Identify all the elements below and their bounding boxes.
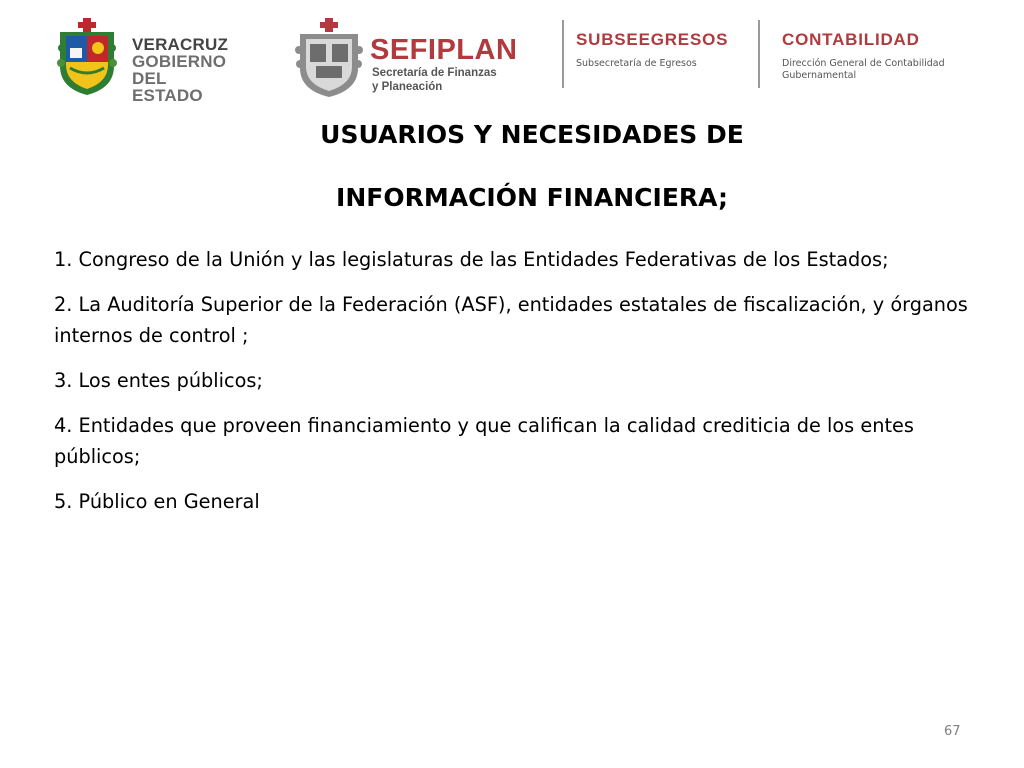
header-divider xyxy=(758,20,760,88)
sefiplan-title: SEFIPLAN xyxy=(370,34,518,66)
subseegresos-title: SUBSEEGRESOS xyxy=(576,30,729,49)
page-number: 67 xyxy=(944,724,961,739)
veracruz-wordmark xyxy=(132,36,232,104)
veracruz-logo xyxy=(52,18,232,105)
list-item: 2. La Auditoría Superior de la Federación (ASF), entidades estatales de fiscalización, y órganos internos de control ; xyxy=(54,293,968,347)
contabilidad-title: CONTABILIDAD xyxy=(782,30,920,49)
sefiplan-logo xyxy=(290,14,540,100)
veracruz-shield-icon xyxy=(52,18,122,96)
contabilidad-desc xyxy=(782,58,945,82)
subseegresos-desc: Subsecretaría de Egresos xyxy=(576,58,697,69)
veracruz-line1: VERACRUZ xyxy=(132,35,229,54)
slide-title-line1: USUARIOS Y NECESIDADES DE xyxy=(320,120,744,149)
sefiplan-subtitle xyxy=(372,66,497,94)
contabilidad-desc-line1: Dirección General de Contabilidad xyxy=(782,58,945,69)
header-logos xyxy=(0,0,1024,104)
sefiplan-seal-icon xyxy=(294,18,364,98)
veracruz-line3: DEL ESTADO xyxy=(132,69,203,105)
contabilidad-logo xyxy=(782,30,945,82)
list-item: 5. Público en General xyxy=(54,490,260,513)
list-item: 3. Los entes públicos; xyxy=(54,369,263,392)
contabilidad-desc-line2: Gubernamental xyxy=(782,70,857,81)
header-divider xyxy=(562,20,564,88)
sefiplan-sub-line2: y Planeación xyxy=(372,81,443,93)
list-item: 1. Congreso de la Unión y las legislaturas de las Entidades Federativas de los Estados; xyxy=(54,248,889,271)
slide-title-line2: INFORMACIÓN FINANCIERA; xyxy=(336,183,728,212)
subseegresos-logo xyxy=(576,30,728,70)
list-item: 4. Entidades que proveen financiamiento y que califican la calidad crediticia de los entes públicos; xyxy=(54,414,914,468)
veracruz-line2: GOBIERNO xyxy=(132,52,227,71)
user-list xyxy=(54,244,994,531)
sefiplan-sub-line1: Secretaría de Finanzas xyxy=(372,67,497,79)
